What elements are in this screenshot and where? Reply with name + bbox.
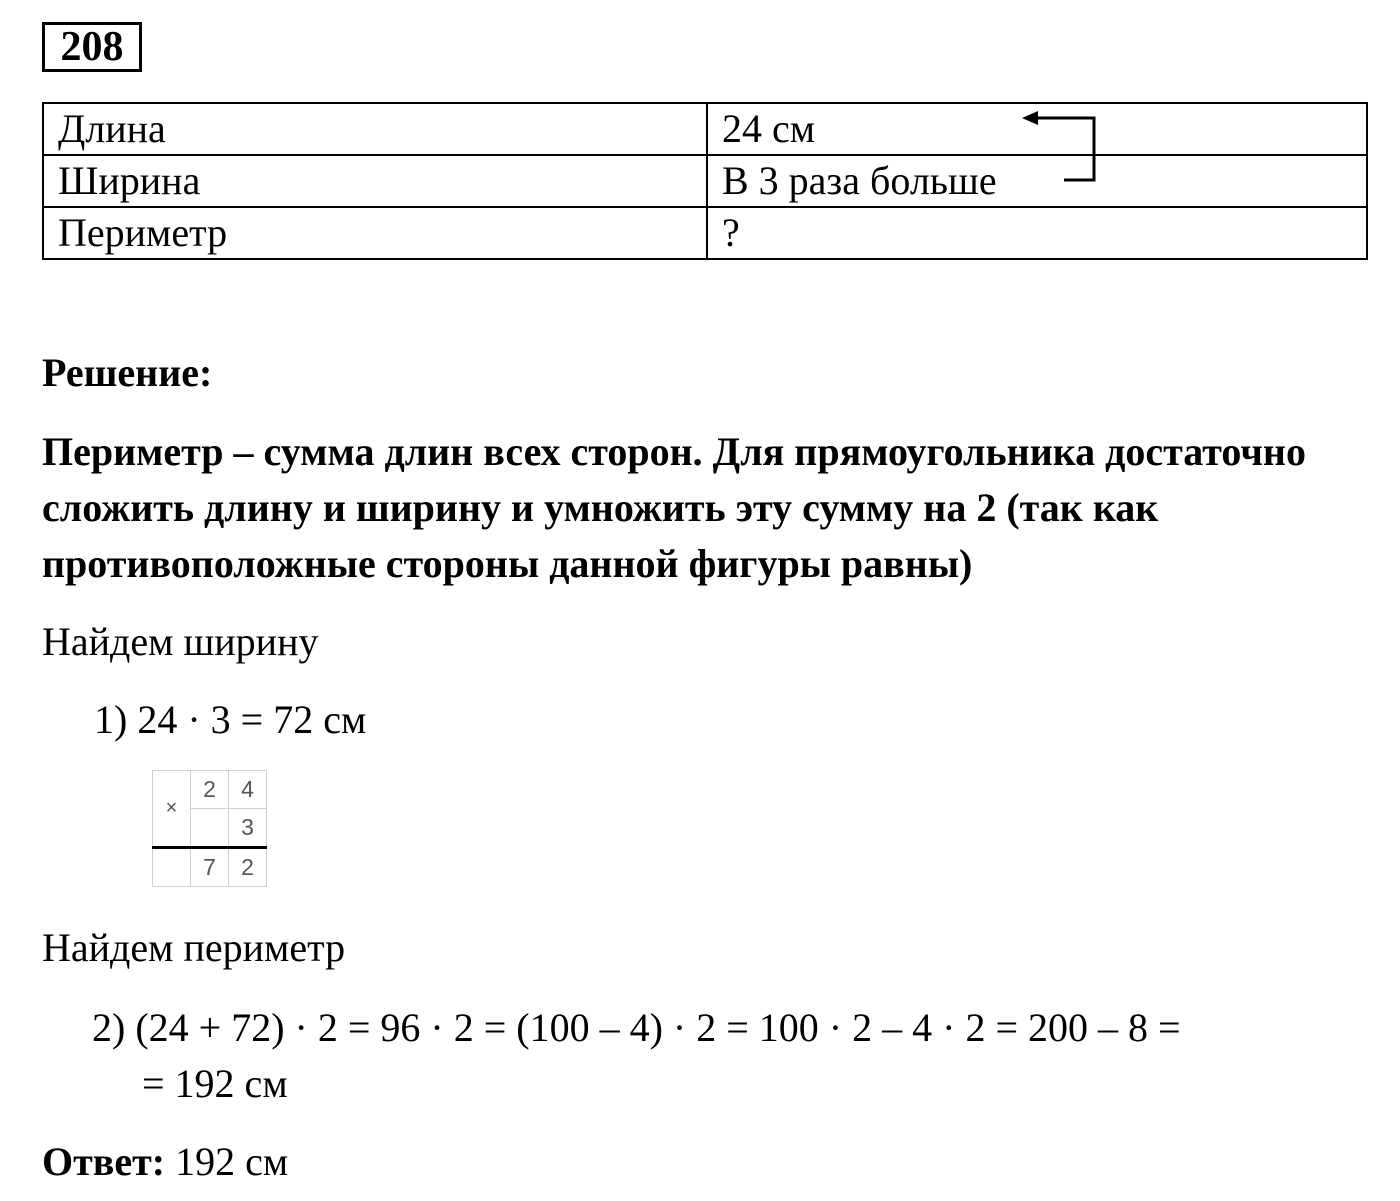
- length-label: Длина: [43, 103, 707, 155]
- digit: 4: [229, 771, 267, 809]
- width-value: В 3 раза больше: [707, 155, 1367, 207]
- answer-label: Ответ:: [42, 1139, 166, 1184]
- digit: [191, 809, 229, 848]
- answer-value: 192 см: [175, 1139, 289, 1184]
- perimeter-label: Периметр: [43, 207, 707, 259]
- digit: 2: [191, 771, 229, 809]
- table-row: [43, 155, 1367, 207]
- solution-heading: Решение:: [42, 350, 213, 395]
- step1-title: Найдем ширину: [42, 619, 319, 664]
- step1-expression: 1) 24 · 3 = 72 см: [94, 697, 367, 742]
- digit: 3: [229, 809, 267, 848]
- answer: [42, 1134, 288, 1190]
- explanation-text: Периметр – сумма длин всех сторон. Для прямоугольника достаточно сложить длину и ширину и умножить эту сумму на 2 (так как противоположные стороны данной фигуры равны): [42, 429, 1306, 586]
- table-row: [43, 207, 1367, 259]
- width-label: Ширина: [43, 155, 707, 207]
- condition-table: [42, 102, 1368, 260]
- step2-expression-line1: 2) (24 + 72) · 2 = 96 · 2 = (100 – 4) · 2 = 100 · 2 – 4 · 2 = 200 – 8 =: [92, 1005, 1181, 1050]
- table-row: [43, 103, 1367, 155]
- step2-title: Найдем периметр: [42, 925, 346, 970]
- digit: 2: [229, 848, 267, 887]
- step2-expression-line2: = 192 см: [142, 1061, 288, 1106]
- length-value: 24 см: [707, 103, 1367, 155]
- reference-arrow: [1020, 108, 1110, 188]
- multiply-sign: ×: [153, 771, 191, 848]
- digit: 7: [191, 848, 229, 887]
- column-multiplication: [152, 770, 267, 887]
- problem-number: 208: [42, 22, 142, 72]
- digit: [153, 848, 191, 887]
- perimeter-value: ?: [707, 207, 1367, 259]
